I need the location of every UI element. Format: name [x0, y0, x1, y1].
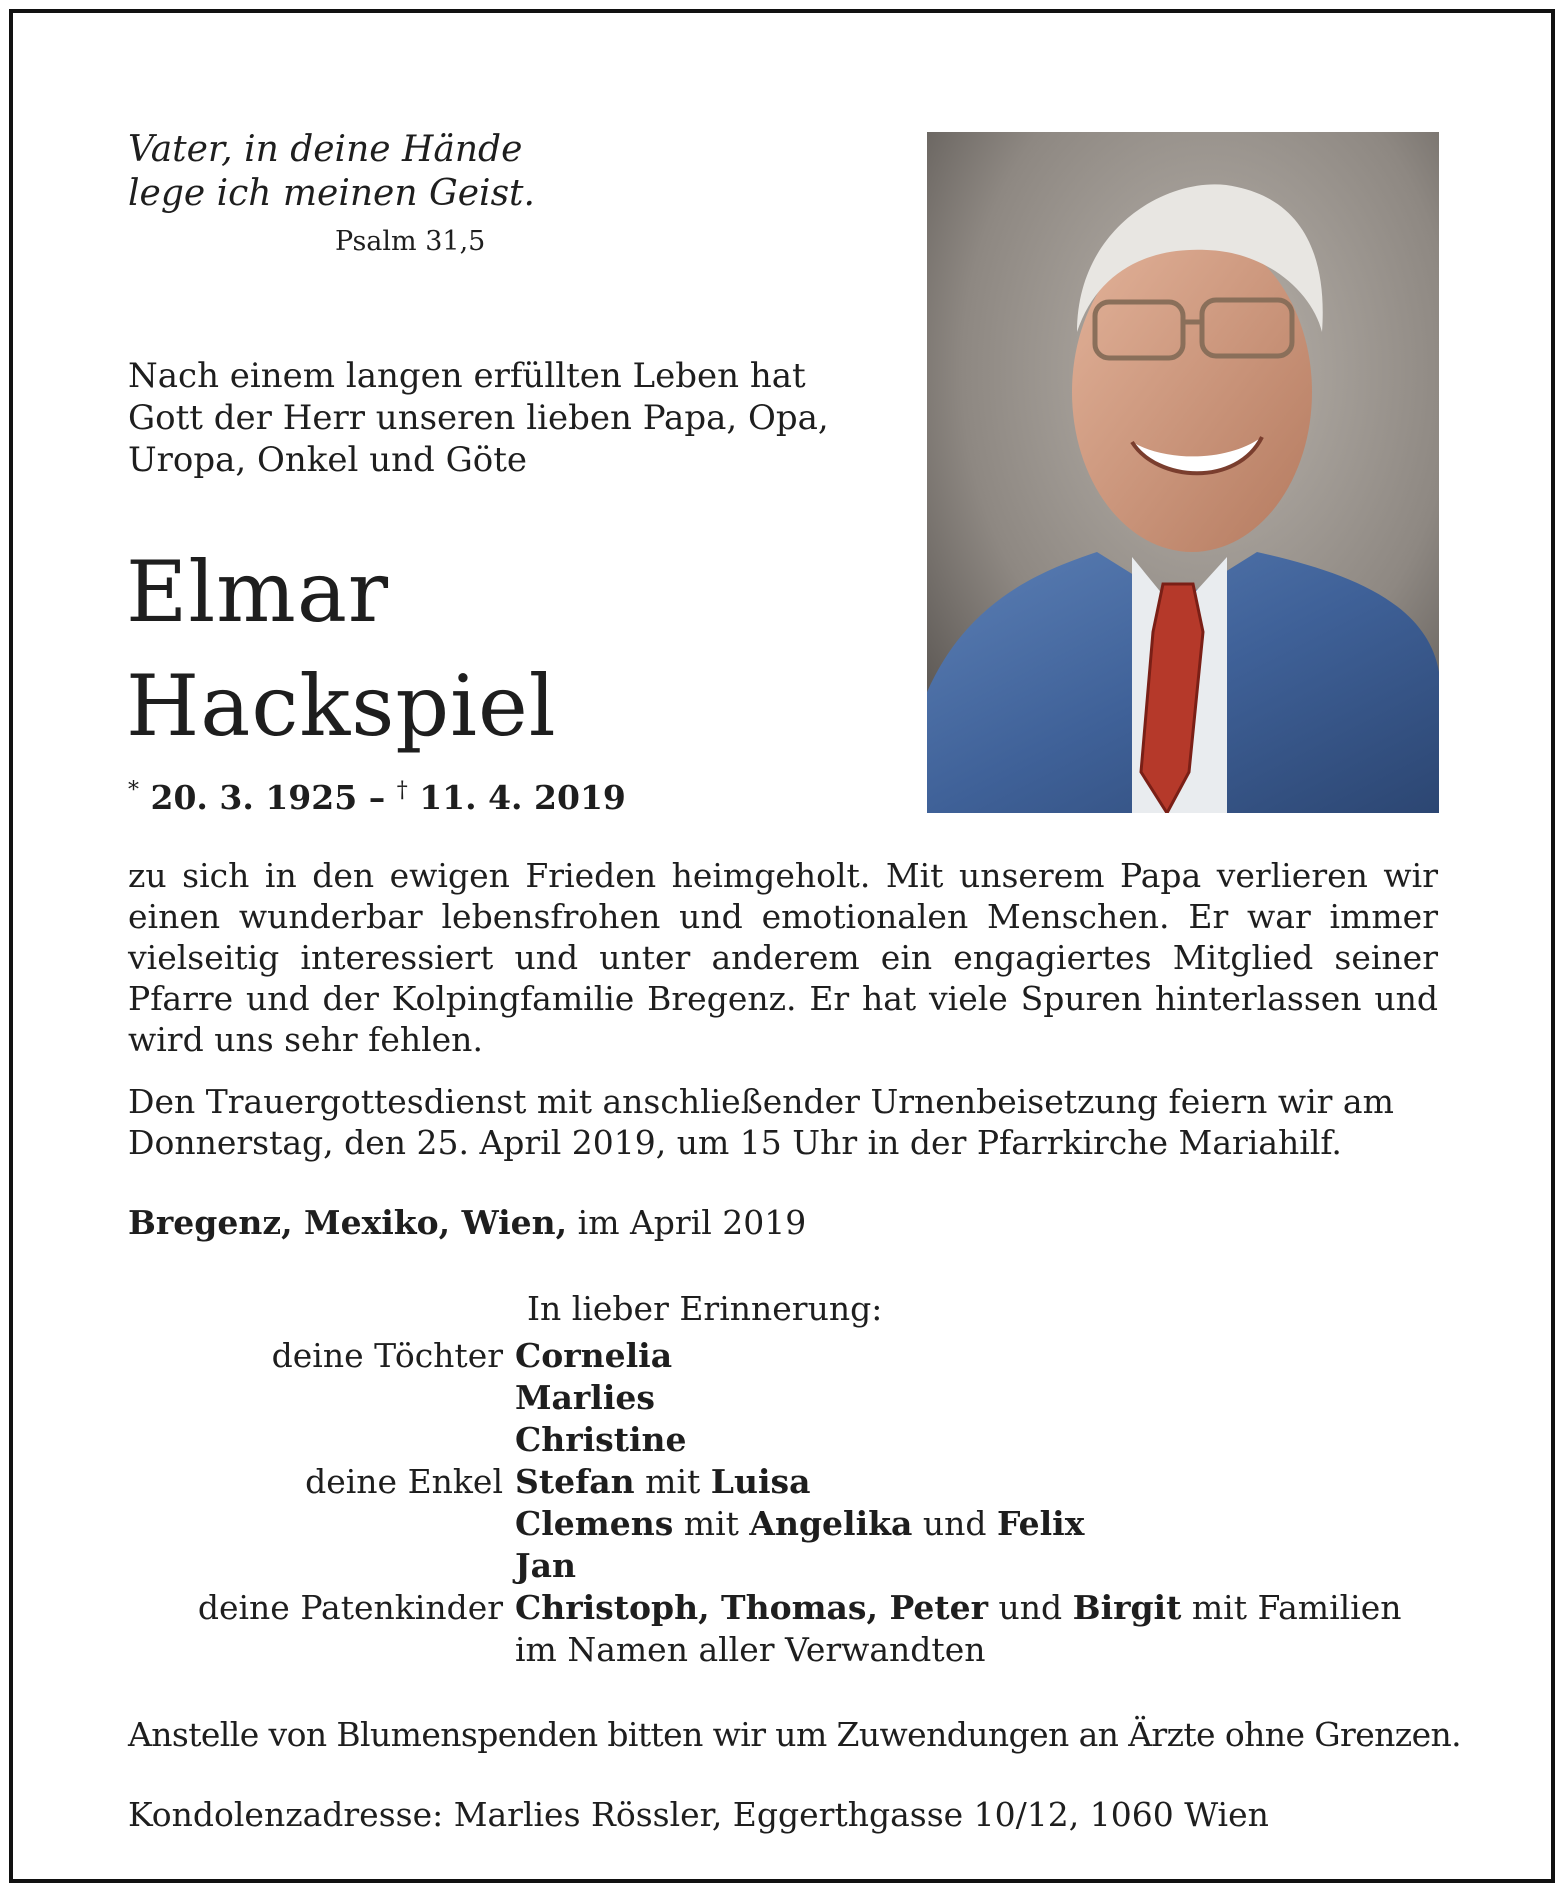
- death-date: 11. 4. 2019: [419, 778, 626, 817]
- grandchild-2: Clemens: [515, 1504, 674, 1543]
- date: im April 2019: [577, 1203, 807, 1242]
- list-item: [0, 1545, 1568, 1587]
- grandchild-2-partner: Angelika: [749, 1504, 913, 1543]
- grandchild-3: Jan: [515, 1546, 576, 1585]
- first-name: Elmar: [126, 543, 390, 641]
- date-separator: –: [368, 778, 386, 817]
- grandchildren-label: deine Enkel: [305, 1462, 503, 1501]
- intro-line-3: Uropa, Onkel und Göte: [128, 440, 527, 480]
- godchild-last: Birgit: [1072, 1588, 1182, 1627]
- place-date-line: [128, 1203, 806, 1242]
- family-list: [0, 1335, 1568, 1671]
- list-item: [0, 1503, 1568, 1545]
- birth-date: 20. 3. 1925: [150, 778, 358, 817]
- grandchild-1-partner: Luisa: [710, 1462, 811, 1501]
- daughter-1: Cornelia: [515, 1336, 673, 1375]
- places: Bregenz, Mexiko, Wien,: [128, 1203, 568, 1242]
- list-item: [0, 1461, 1568, 1503]
- list-item: [0, 1419, 1568, 1461]
- verse-line-1: Vater, in deine Hände: [128, 129, 523, 170]
- death-symbol: †: [396, 778, 408, 803]
- life-dates: [128, 778, 626, 817]
- memory-heading: In lieber Erinnerung:: [527, 1289, 883, 1328]
- conjunction: mit: [683, 1504, 739, 1543]
- grandchild-1: Stefan: [515, 1462, 635, 1501]
- body-paragraph-2: Den Trauergottesdienst mit anschließender Urnenbeisetzung feiern wir am Donnerstag, den 25. April 2019, um 15 Uhr in der Pfarrkirche Mariahilf.: [128, 1082, 1394, 1162]
- conjunction: und: [922, 1504, 987, 1543]
- donation-note: Anstelle von Blumenspenden bitten wir um Zuwendungen an Ärzte ohne Grenzen.: [128, 1715, 1462, 1754]
- condolence-address: Kondolenzadresse: Marlies Rössler, Eggerthgasse 10/12, 1060 Wien: [128, 1795, 1269, 1834]
- godchildren-names: Christoph, Thomas, Peter: [515, 1588, 989, 1627]
- body-paragraph-1: zu sich in den ewigen Frieden heimgeholt. Mit unserem Papa verlieren wir einen wunderbar lebensfrohen und emotionalen Menschen. Er war immer vielseitig interessiert und unter anderem ein engagiertes Mitglied seiner Pfarre und der Kolpingfamilie Bregenz. Er hat viele Spuren hinterlassen und wird uns sehr fehlen.: [128, 856, 1438, 1059]
- intro-line-1: Nach einem langen erfüllten Leben hat: [128, 356, 806, 396]
- portrait-photo-icon: [927, 132, 1439, 813]
- list-item: [0, 1587, 1568, 1629]
- godchildren-suffix: mit Familien: [1191, 1588, 1402, 1627]
- intro-line-2: Gott der Herr unseren lieben Papa, Opa,: [128, 398, 829, 438]
- daughter-3: Christine: [515, 1420, 687, 1459]
- verse-line-2: lege ich meinen Geist.: [128, 173, 535, 214]
- intro-text: [128, 355, 829, 481]
- conjunction: und: [998, 1588, 1063, 1627]
- birth-symbol: *: [128, 778, 139, 803]
- daughters-label: deine Töchter: [271, 1336, 503, 1375]
- bible-verse: [128, 128, 535, 216]
- last-name: Hackspiel: [126, 657, 557, 755]
- great-grandchild: Felix: [997, 1504, 1085, 1543]
- list-item: [0, 1377, 1568, 1419]
- conjunction: mit: [645, 1462, 701, 1501]
- verse-reference: Psalm 31,5: [335, 226, 486, 257]
- deceased-name: [126, 535, 557, 763]
- godchildren-label: deine Patenkinder: [197, 1588, 503, 1627]
- list-item: [0, 1629, 1568, 1671]
- list-item: [0, 1335, 1568, 1377]
- relatives-line: im Namen aller Verwandten: [515, 1630, 986, 1669]
- daughter-2: Marlies: [515, 1378, 655, 1417]
